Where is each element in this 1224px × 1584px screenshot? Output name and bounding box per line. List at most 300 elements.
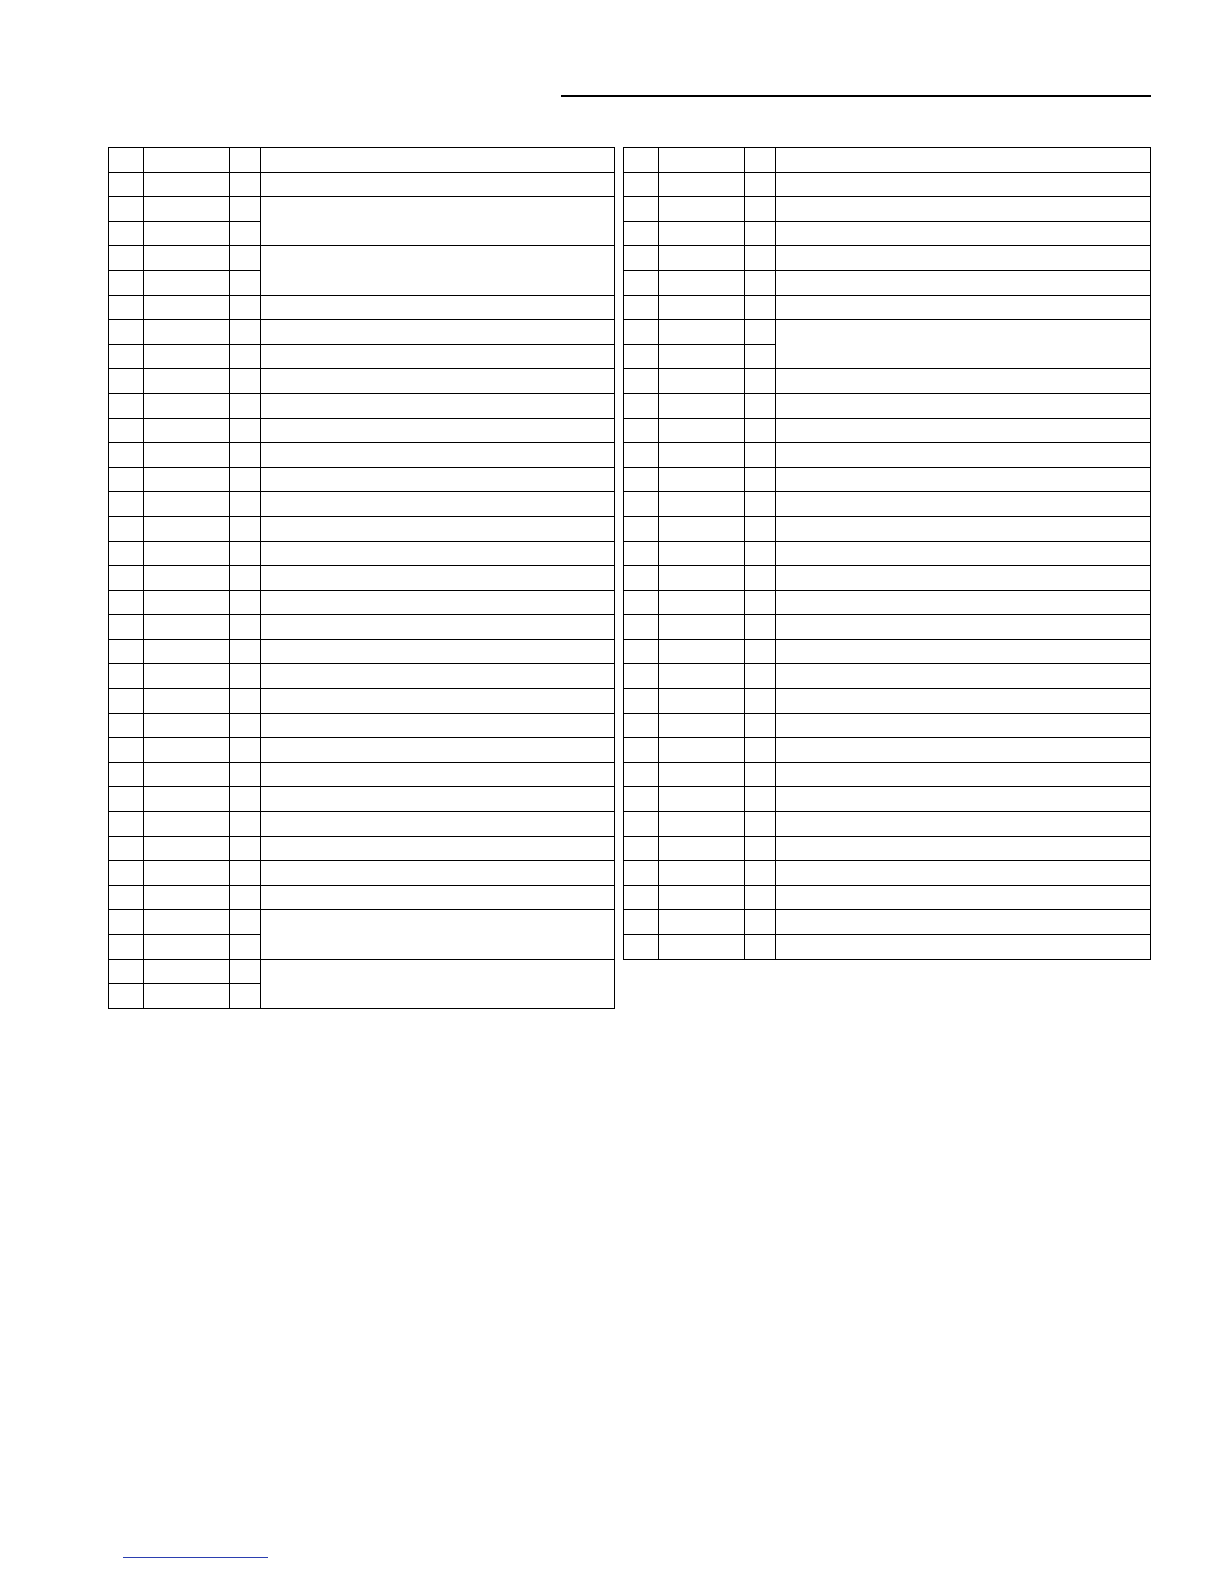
type-cell [745,221,776,246]
name-cell [659,393,745,418]
type-cell [745,935,776,960]
table-row [624,762,1151,787]
name-cell [659,295,745,320]
description-cell [776,393,1151,418]
pin-cell [109,910,144,935]
name-cell [659,689,745,714]
description-cell [776,221,1151,246]
description-cell [776,689,1151,714]
footer-link[interactable] [123,1557,268,1558]
pin-cell [109,689,144,714]
pin-cell [624,369,659,394]
name-cell [144,885,230,910]
description-cell [776,787,1151,812]
name-cell [144,270,230,295]
type-cell [230,295,261,320]
description-cell [776,369,1151,394]
table-row [109,541,615,566]
type-cell [230,246,261,271]
type-cell [745,812,776,837]
name-cell [144,197,230,222]
description-cell [776,615,1151,640]
name-cell [144,910,230,935]
pin-cell [109,467,144,492]
type-cell [230,393,261,418]
column-header [109,148,144,173]
type-cell [230,738,261,763]
name-cell [144,541,230,566]
table-row [109,344,615,369]
type-cell [230,516,261,541]
description-cell [261,959,615,1008]
pin-cell [109,664,144,689]
type-cell [230,320,261,345]
type-cell [745,541,776,566]
table-row [109,443,615,468]
pin-cell [624,836,659,861]
name-cell [144,861,230,886]
pin-cell [624,344,659,369]
column-header [230,148,261,173]
pin-cell [624,590,659,615]
pin-cell [109,369,144,394]
pin-cell [624,270,659,295]
description-cell [261,172,615,197]
type-cell [230,812,261,837]
pin-cell [624,467,659,492]
type-cell [745,295,776,320]
table-row [109,566,615,591]
pin-cell [109,836,144,861]
table-row [624,713,1151,738]
type-cell [745,689,776,714]
pin-table-left [108,147,615,1009]
description-cell [261,615,615,640]
description-cell [261,418,615,443]
description-cell [776,664,1151,689]
name-cell [144,689,230,714]
name-cell [144,492,230,517]
type-cell [230,935,261,960]
pin-cell [109,738,144,763]
name-cell [144,713,230,738]
name-cell [144,369,230,394]
type-cell [745,246,776,271]
pin-cell [624,221,659,246]
type-cell [745,344,776,369]
description-cell [776,320,1151,369]
table-row [624,172,1151,197]
pin-cell [109,516,144,541]
type-cell [230,959,261,984]
description-cell [776,738,1151,763]
table-row [624,689,1151,714]
pin-cell [109,935,144,960]
pin-cell [109,393,144,418]
pin-cell [109,566,144,591]
column-header [776,148,1151,173]
name-cell [659,344,745,369]
type-cell [745,885,776,910]
description-cell [261,664,615,689]
description-cell [776,566,1151,591]
name-cell [659,639,745,664]
description-cell [261,689,615,714]
pin-table-right [623,147,1151,960]
description-cell [776,418,1151,443]
description-cell [261,492,615,517]
type-cell [230,369,261,394]
pin-cell [624,541,659,566]
name-cell [659,541,745,566]
column-header [659,148,745,173]
table-row [624,320,1151,345]
pin-cell [109,861,144,886]
pin-cell [109,762,144,787]
table-row [109,713,615,738]
description-cell [776,295,1151,320]
description-cell [261,541,615,566]
type-cell [230,566,261,591]
description-cell [776,861,1151,886]
type-cell [745,418,776,443]
type-cell [745,197,776,222]
name-cell [659,221,745,246]
name-cell [144,221,230,246]
pin-cell [624,689,659,714]
pin-cell [624,664,659,689]
pin-cell [109,344,144,369]
pin-cell [109,639,144,664]
pin-cell [109,787,144,812]
description-cell [776,935,1151,960]
name-cell [144,762,230,787]
table-row [109,295,615,320]
type-cell [230,639,261,664]
type-cell [745,590,776,615]
type-cell [230,221,261,246]
name-cell [659,369,745,394]
table-row [109,836,615,861]
pin-cell [109,172,144,197]
name-cell [144,738,230,763]
pin-cell [624,320,659,345]
name-cell [144,246,230,271]
name-cell [659,885,745,910]
description-cell [776,713,1151,738]
pin-cell [624,197,659,222]
description-cell [776,270,1151,295]
name-cell [144,344,230,369]
pin-cell [624,787,659,812]
description-cell [776,910,1151,935]
description-cell [776,246,1151,271]
table-row [109,172,615,197]
name-cell [659,270,745,295]
description-cell [261,861,615,886]
type-cell [230,590,261,615]
type-cell [230,270,261,295]
pin-cell [624,885,659,910]
table-header-row [109,148,615,173]
type-cell [230,492,261,517]
type-cell [745,492,776,517]
table-row [624,566,1151,591]
name-cell [659,812,745,837]
type-cell [230,836,261,861]
type-cell [230,344,261,369]
type-cell [230,885,261,910]
description-cell [261,393,615,418]
table-row [109,246,615,271]
pin-cell [109,418,144,443]
type-cell [745,861,776,886]
description-cell [776,197,1151,222]
type-cell [745,172,776,197]
description-cell [261,812,615,837]
pin-cell [109,959,144,984]
table-row [624,910,1151,935]
pin-cell [109,541,144,566]
type-cell [230,467,261,492]
type-cell [745,320,776,345]
type-cell [745,713,776,738]
name-cell [659,320,745,345]
description-cell [776,172,1151,197]
description-cell [776,541,1151,566]
table-row [109,197,615,222]
pin-cell [624,713,659,738]
name-cell [144,812,230,837]
name-cell [144,664,230,689]
description-cell [776,492,1151,517]
type-cell [230,443,261,468]
table-row [624,836,1151,861]
name-cell [144,590,230,615]
description-cell [261,369,615,394]
name-cell [144,516,230,541]
pin-cell [109,812,144,837]
pin-cell [109,713,144,738]
description-cell [776,590,1151,615]
table-row [624,935,1151,960]
name-cell [144,984,230,1009]
type-cell [230,197,261,222]
type-cell [230,689,261,714]
description-cell [261,910,615,959]
type-cell [230,713,261,738]
description-cell [261,197,615,246]
name-cell [144,566,230,591]
table-row [624,295,1151,320]
name-cell [659,762,745,787]
description-cell [776,812,1151,837]
name-cell [144,320,230,345]
pin-cell [624,935,659,960]
name-cell [659,516,745,541]
name-cell [144,467,230,492]
table-row [109,393,615,418]
type-cell [230,664,261,689]
description-cell [261,787,615,812]
description-cell [261,566,615,591]
description-cell [261,295,615,320]
type-cell [745,467,776,492]
description-cell [261,713,615,738]
pin-cell [109,295,144,320]
description-cell [776,836,1151,861]
name-cell [659,443,745,468]
pin-cell [109,443,144,468]
name-cell [659,492,745,517]
description-cell [776,885,1151,910]
name-cell [659,566,745,591]
table-header-row [624,148,1151,173]
table-row [624,885,1151,910]
type-cell [745,615,776,640]
name-cell [659,172,745,197]
column-header [261,148,615,173]
pin-cell [624,246,659,271]
name-cell [659,713,745,738]
type-cell [745,910,776,935]
pin-cell [109,492,144,517]
type-cell [230,541,261,566]
pin-cell [624,492,659,517]
name-cell [144,393,230,418]
pin-cell [624,566,659,591]
type-cell [230,615,261,640]
type-cell [745,369,776,394]
name-cell [659,246,745,271]
type-cell [745,393,776,418]
type-cell [745,270,776,295]
name-cell [144,836,230,861]
name-cell [659,197,745,222]
column-header [144,148,230,173]
type-cell [745,664,776,689]
table-row [109,910,615,935]
pin-cell [624,861,659,886]
description-cell [776,516,1151,541]
header-rule [561,95,1151,97]
pin-cell [109,320,144,345]
description-cell [261,590,615,615]
type-cell [230,787,261,812]
pin-cell [624,910,659,935]
name-cell [144,935,230,960]
table-row [624,369,1151,394]
description-cell [261,246,615,295]
table-row [624,787,1151,812]
description-cell [776,443,1151,468]
name-cell [659,664,745,689]
description-cell [261,467,615,492]
description-cell [261,320,615,345]
name-cell [659,861,745,886]
type-cell [745,566,776,591]
name-cell [144,787,230,812]
description-cell [776,467,1151,492]
pin-cell [624,738,659,763]
type-cell [745,787,776,812]
name-cell [659,467,745,492]
description-cell [261,516,615,541]
description-cell [776,762,1151,787]
name-cell [144,959,230,984]
description-cell [261,836,615,861]
name-cell [659,615,745,640]
table-row [624,541,1151,566]
table-row [109,959,615,984]
type-cell [230,861,261,886]
pin-cell [624,615,659,640]
type-cell [230,910,261,935]
description-cell [261,762,615,787]
name-cell [144,172,230,197]
column-header [745,148,776,173]
pin-cell [109,615,144,640]
type-cell [230,762,261,787]
pin-cell [109,246,144,271]
name-cell [144,615,230,640]
name-cell [659,418,745,443]
pin-cell [624,516,659,541]
type-cell [745,516,776,541]
description-cell [261,344,615,369]
table-row [109,885,615,910]
description-cell [261,738,615,763]
name-cell [659,590,745,615]
pin-cell [624,639,659,664]
pin-cell [109,270,144,295]
type-cell [745,443,776,468]
pin-cell [624,443,659,468]
name-cell [144,639,230,664]
pin-cell [624,812,659,837]
pin-cell [109,197,144,222]
name-cell [144,443,230,468]
table-row [624,738,1151,763]
description-cell [261,443,615,468]
pin-cell [109,590,144,615]
name-cell [144,418,230,443]
type-cell [745,762,776,787]
type-cell [745,738,776,763]
pin-cell [624,172,659,197]
column-header [624,148,659,173]
name-cell [659,910,745,935]
name-cell [144,295,230,320]
description-cell [261,639,615,664]
pin-cell [109,984,144,1009]
pin-cell [624,295,659,320]
table-row [624,492,1151,517]
table-row [624,467,1151,492]
type-cell [745,836,776,861]
type-cell [230,172,261,197]
name-cell [659,738,745,763]
pin-cell [109,885,144,910]
type-cell [230,418,261,443]
description-cell [776,639,1151,664]
pin-cell [624,418,659,443]
name-cell [659,935,745,960]
name-cell [659,787,745,812]
table-row [109,664,615,689]
type-cell [230,984,261,1009]
name-cell [659,836,745,861]
